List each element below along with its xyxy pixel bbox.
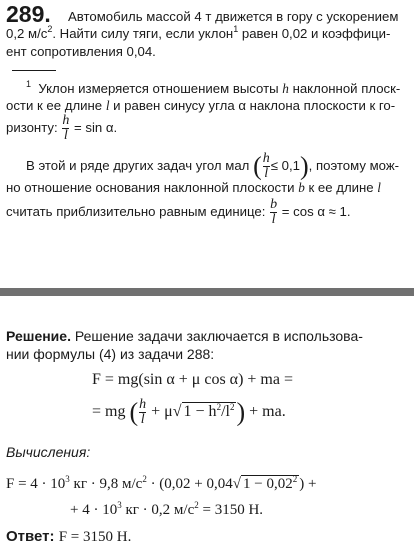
calc-row-2: + $4 \cdot 10^3$ кг · 0,2 $м/с^2 = 3150$ Н. xyxy=(70,500,264,518)
footnote-line-3: ризонту: $\frac{h}{l}$ = sin α. xyxy=(6,113,118,143)
problem-line-1: Автомобиль массой 4 т движется в гору с ускорением xyxy=(68,9,399,24)
solution-line-2: нии формулы (4) из задачи 288: xyxy=(6,346,215,362)
problem-number: 289. xyxy=(6,1,51,27)
footnote-fraction: $\frac{h}{l}$ xyxy=(62,113,70,143)
problem-line-2: 0,2 $м/с^2$. Найти силу тяги, если уклон$^1$ равен 0,02 и коэффици- xyxy=(6,24,391,41)
note-fraction: $\frac{b}{l}$ xyxy=(270,197,278,227)
note-line-2: но отношение основания наклонной плоскости b к ее длине l xyxy=(6,180,381,195)
answer: Ответ: F = 3150 Н. xyxy=(6,528,132,545)
note-line-3: считать приблизительно равным единице: $\frac{b}{l}$ = cos α ≈ 1. xyxy=(6,197,351,227)
calc-row-1: $F = 4 \cdot 10^3$ кг · 9,8 $м/с^2 \cdot (0,02 + 0,04√$ $1 - 0,02^2$ ) + xyxy=(6,474,317,492)
note-line-1: В этой и ряде других задач угол мал ( $\frac{h}{l}$ ≤ 0,1), поэтому мож- xyxy=(26,151,400,181)
problem-line-3: ент сопротивления 0,04. xyxy=(6,44,156,59)
solution-line-1: Решение. Решение задачи заключается в использова- xyxy=(6,328,363,344)
footnote-rule xyxy=(12,70,56,71)
equation-2: = mg ( $\frac{h}{l}$ + μ√ $1 - h^2/l^2$) + ma. xyxy=(92,397,286,427)
equation-1: F = mg(sin α + μ cos α) + ma = xyxy=(92,371,293,388)
page-separator xyxy=(0,288,414,296)
footnote-line-1: $^1$ Уклон измеряется отношением высоты h наклонной плоск- xyxy=(26,79,401,96)
footnote-line-2: ости к ее длине l и равен синусу угла α наклона плоскости к го- xyxy=(6,98,396,113)
calc-label: Вычисления: xyxy=(6,444,91,460)
